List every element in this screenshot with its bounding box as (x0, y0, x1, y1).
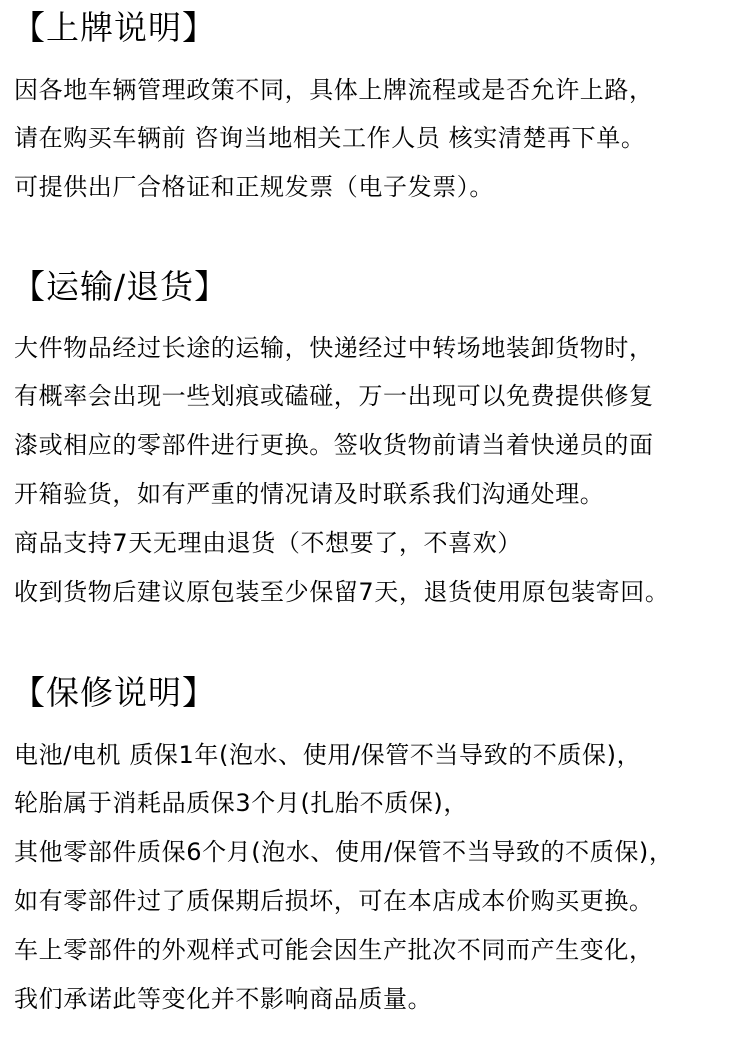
plate-section-heading: 【上牌说明】 (12, 8, 216, 47)
shipping-section-heading: 【运输/退货】 (12, 267, 229, 306)
warranty-line-5: 车上零部件的外观样式可能会因生产批次不同而产生变化， (14, 936, 654, 964)
plate-line-1: 因各地车辆管理政策不同，具体上牌流程或是否允许上路， (14, 76, 654, 104)
plate-line-3: 可提供出厂合格证和正规发票（电子发票）。 (14, 173, 494, 201)
plate-line-2: 请在购买车辆前 咨询当地相关工作人员 核实清楚再下单。 (14, 124, 646, 152)
warranty-section-heading: 【保修说明】 (12, 673, 216, 712)
warranty-line-2: 轮胎属于消耗品质保3个月(扎胎不质保)， (14, 789, 468, 817)
shipping-line-5: 商品支持7天无理由退货（不想要了，不喜欢） (14, 529, 522, 557)
shipping-line-1: 大件物品经过长途的运输，快递经过中转场地装卸货物时， (14, 334, 654, 362)
shipping-line-2: 有概率会出现一些划痕或磕碰，万一出现可以免费提供修复 (14, 382, 654, 410)
warranty-line-4: 如有零部件过了质保期后损坏，可在本店成本价购买更换。 (14, 887, 654, 915)
shipping-line-3: 漆或相应的零部件进行更换。签收货物前请当着快递员的面 (14, 431, 654, 459)
warranty-line-1: 电池/电机 质保1年(泡水、使用/保管不当导致的不质保)， (14, 741, 642, 769)
warranty-line-6: 我们承诺此等变化并不影响商品质量。 (14, 985, 433, 1013)
warranty-line-3: 其他零部件质保6个月(泡水、使用/保管不当导致的不质保)， (14, 838, 674, 866)
shipping-line-6: 收到货物后建议原包装至少保留7天，退货使用原包装寄回。 (14, 578, 670, 606)
shipping-line-4: 开箱验货，如有严重的情况请及时联系我们沟通处理。 (14, 480, 605, 508)
